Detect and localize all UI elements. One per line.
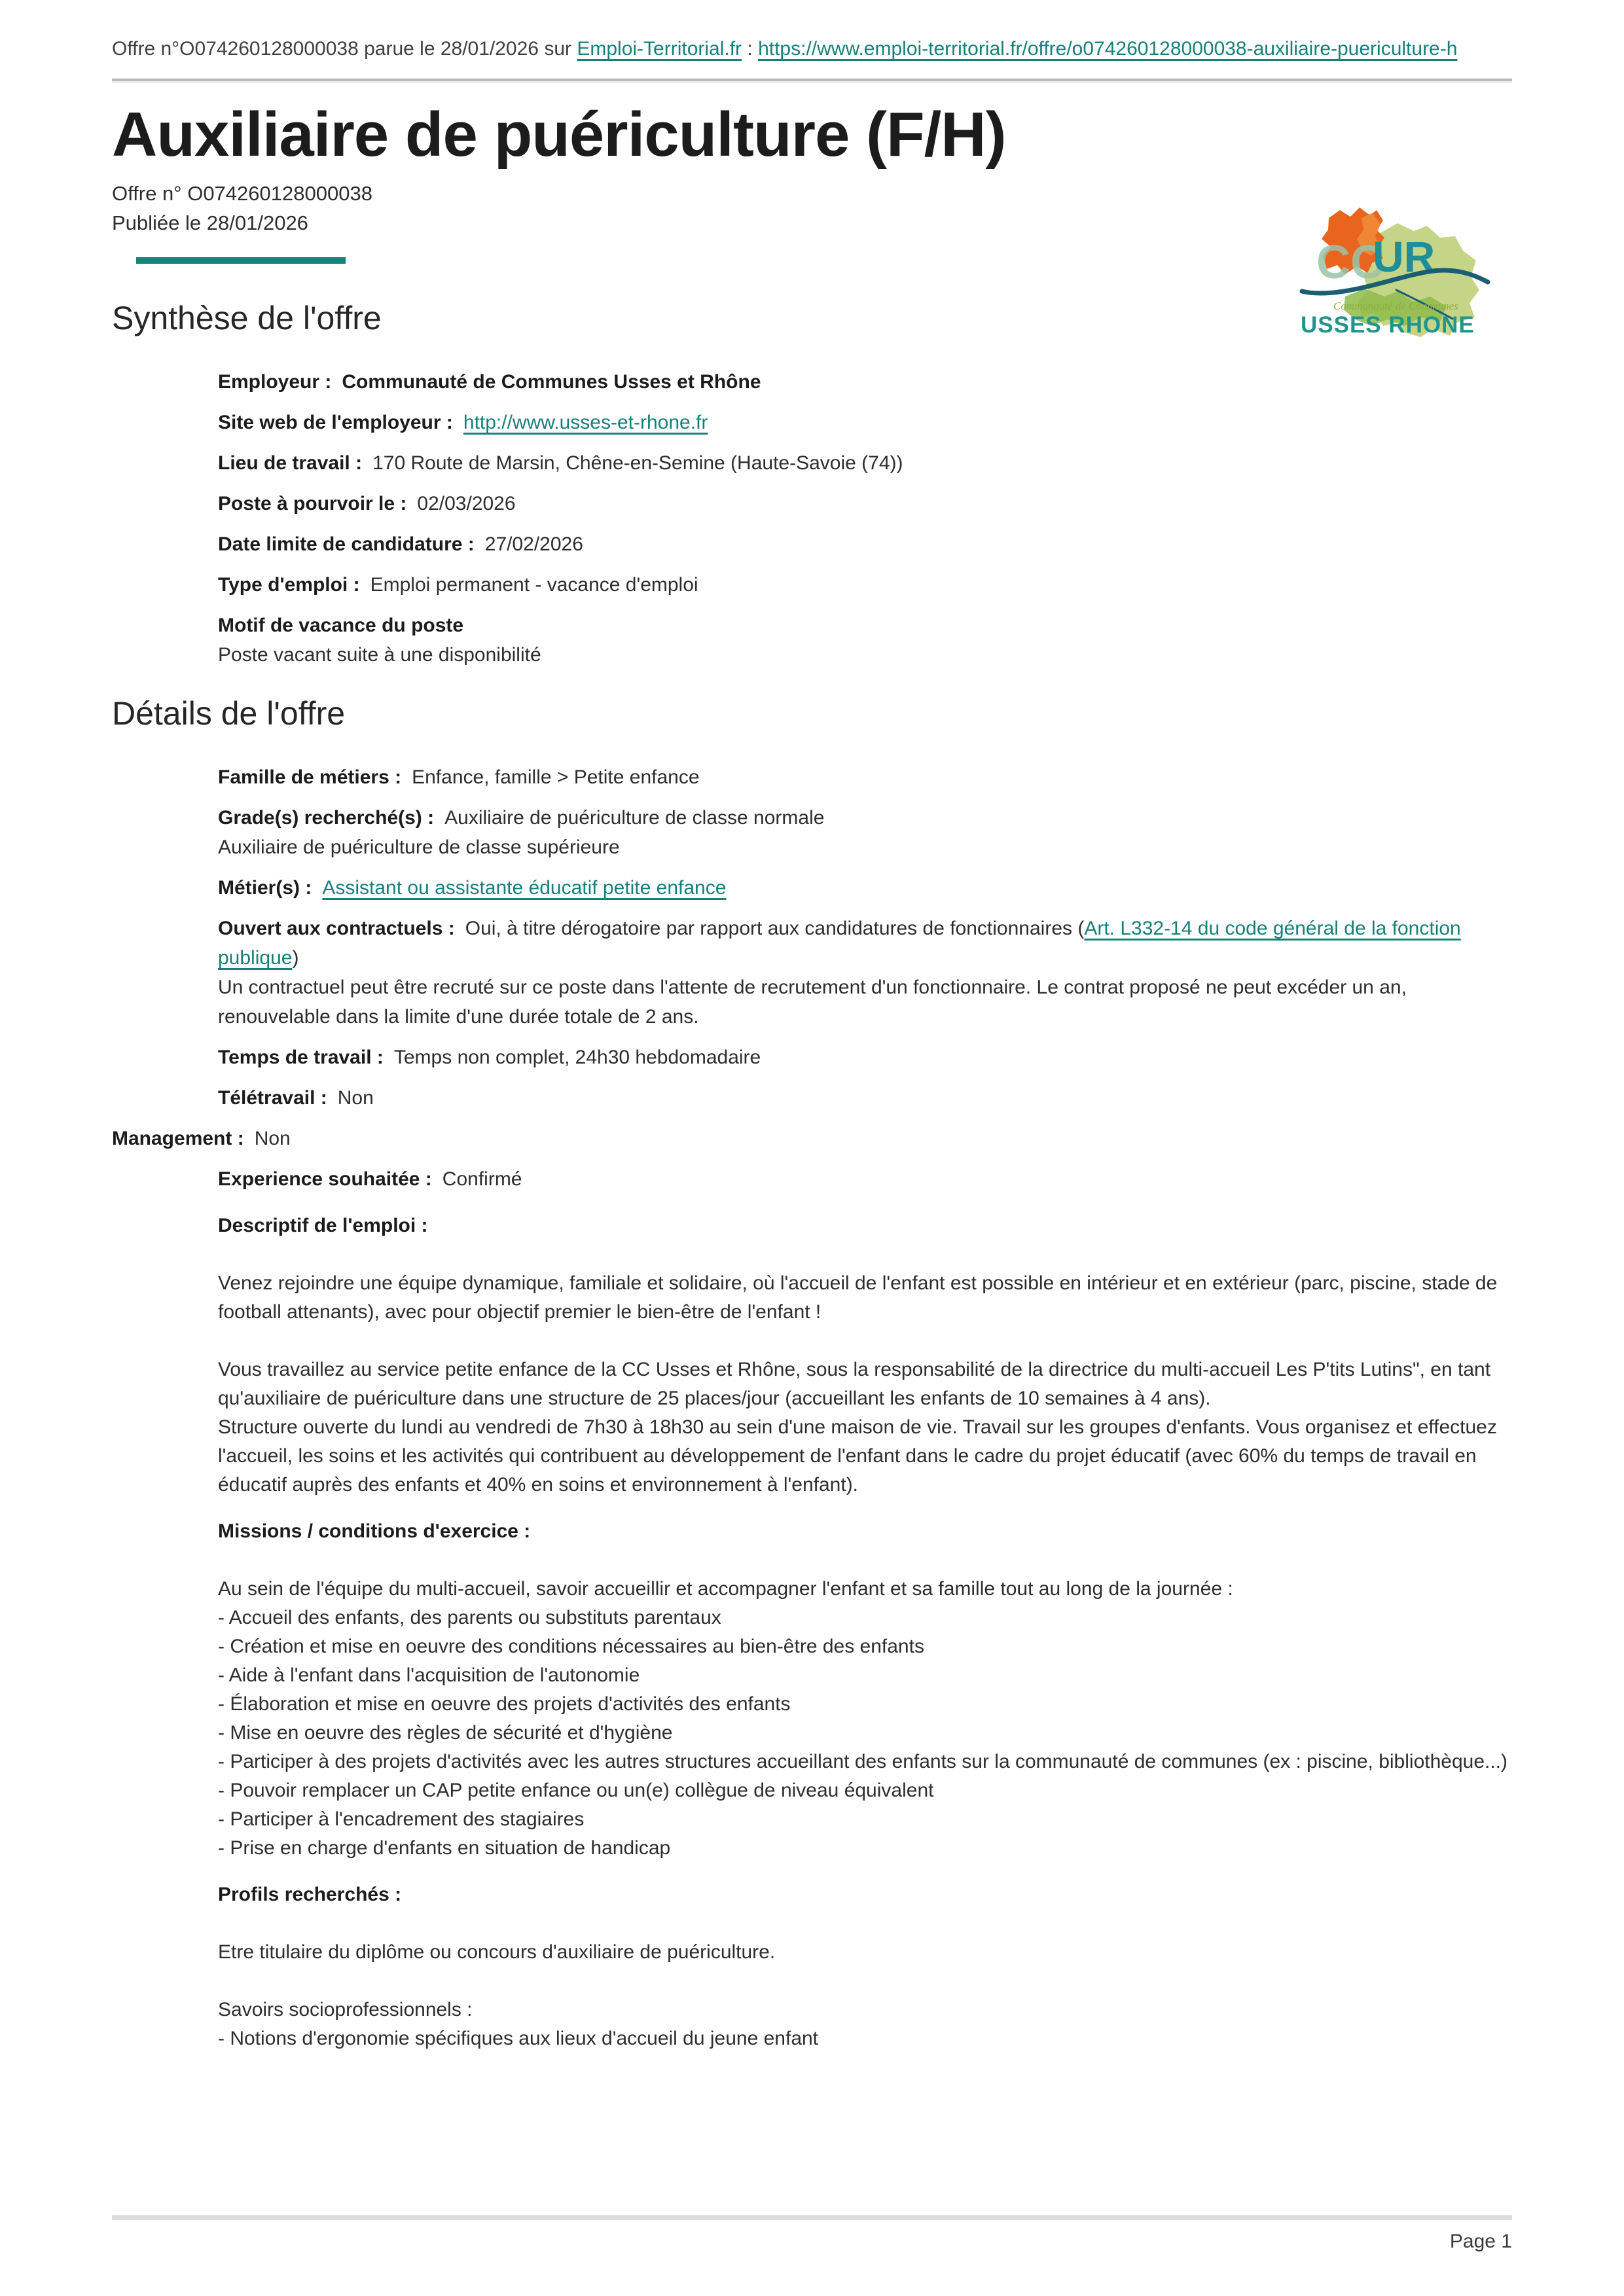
row-metier [218,873,1512,903]
row-lieu-travail [218,448,1512,478]
page-title: Auxiliaire de puériculture (F/H) [112,99,1006,170]
poste-label: Poste à pourvoir le : [218,493,407,514]
descriptif-paragraph-3: Structure ouverte du lundi au vendredi de 7h30 à 18h30 au sein d'une maison de vie. Travail sur les groupes d'enfants. Vous organisez et effectuez l'accueil, les soins et les activités qui contribuent au développement de l'enfant dans le cadre du projet éducatif (avec 60% du temps de travail en éducatif auprès des enfants et 40% en soins et environnement à l'enfant). [218,1416,1497,1496]
profils-text: Etre titulaire du diplôme ou concours d'auxiliaire de puériculture. [218,1941,776,1963]
mission-item: - Mise en oeuvre des règles de sécurité et d'hygiène [218,1722,673,1744]
emploi-territorial-link[interactable]: Emploi-Territorial.fr [577,38,742,60]
date-limite-value: 27/02/2026 [484,533,583,555]
row-experience [218,1164,1512,1194]
title-accent-bar [136,257,346,264]
synthese-heading: Synthèse de l'offre [112,300,382,336]
logo-ur-text: UR [1373,232,1435,281]
mission-item: - Pouvoir remplacer un CAP petite enfance ou un(e) collègue de niveau équivalent [218,1780,934,1801]
header-offer-line [112,29,1512,69]
logo-cc-text: CC [1316,236,1384,289]
mission-item: - Création et mise en oeuvre des conditions nécessaires au bien-être des enfants [218,1636,924,1657]
contractuels-label: Ouvert aux contractuels : [218,918,455,939]
temps-value: Temps non complet, 24h30 hebdomadaire [393,1047,761,1068]
management-label: Management : [112,1128,244,1149]
art-l332-14-link[interactable]: Art. L332-14 du code général de la fonction publique [218,918,1461,969]
mission-item: - Participer à des projets d'activités avec les autres structures accueillant des enfants sur la communauté de communes (ex : piscine, bibliothèque...) [218,1751,1508,1772]
motif-value: Poste vacant suite à une disponibilité [218,644,541,666]
employeur-label: Employeur : [218,371,332,393]
contractuels-note: Un contractuel peut être recruté sur ce poste dans l'attente de recrutement d'un fonctionnaire. Le contrat proposé ne peut excéder un an, renouvelable dans la limite d'une durée totale de 2 ans. [218,977,1407,1028]
synthese-section [112,367,1512,670]
row-temps-travail [218,1043,1512,1072]
row-management [112,1124,1512,1153]
row-type-emploi [218,570,1512,600]
management-value: Non [254,1128,291,1149]
page-number: Page 1 [1449,2231,1512,2252]
paragraph-spacer [218,1967,1512,1996]
type-emploi-value: Emploi permanent - vacance d'emploi [370,574,698,596]
missions-intro: Au sein de l'équipe du multi-accueil, savoir accueillir et accompagner l'enfant et sa famille tout au long de la journée : [218,1578,1233,1600]
profils-label: Profils recherchés : [218,1884,402,1905]
row-date-limite [218,529,1512,559]
logo-small-text: Communauté de Communes [1333,300,1458,312]
temps-label: Temps de travail : [218,1047,384,1068]
contractuels-value-after: ) [292,947,299,969]
teletravail-value: Non [337,1087,374,1109]
experience-value: Confirmé [442,1168,522,1190]
grades-value-2: Auxiliaire de puériculture de classe supérieure [218,836,620,858]
header-divider [112,79,1512,83]
mission-item: - Aide à l'enfant dans l'acquisition de l'autonomie [218,1664,640,1686]
row-site-web [218,408,1512,437]
poste-value: 02/03/2026 [417,493,516,514]
metier-link[interactable]: Assistant ou assistante éducatif petite enfance [322,877,727,899]
metier-label: Métier(s) : [218,877,312,899]
employer-website-link[interactable]: http://www.usses-et-rhone.fr [463,412,708,433]
row-grades [218,803,1512,862]
grades-value-1: Auxiliaire de puériculture de classe normale [444,807,825,829]
published-date: Publiée le 28/01/2026 [112,211,308,234]
motif-label: Motif de vacance du poste [218,615,464,636]
offer-number: Offre n° O074260128000038 [112,182,372,205]
row-teletravail [218,1083,1512,1113]
mission-item: - Élaboration et mise en oeuvre des projets d'activités des enfants [218,1693,791,1715]
teletravail-label: Télétravail : [218,1087,327,1109]
mission-item: - Accueil des enfants, des parents ou substituts parentaux [218,1607,721,1628]
row-employeur [218,367,1512,397]
grades-label: Grade(s) recherché(s) : [218,807,435,829]
employeur-value: Communauté de Communes Usses et Rhône [342,371,761,393]
savoirs-item: - Notions d'ergonomie spécifiques aux lieux d'accueil du jeune enfant [218,2028,819,2049]
site-web-label: Site web de l'employeur : [218,412,453,433]
contractuels-value-before: Oui, à titre dérogatoire par rapport aux candidatures de fonctionnaires ( [465,918,1085,939]
famille-value: Enfance, famille > Petite enfance [412,766,700,788]
row-motif-vacance [218,611,1512,670]
offer-url-link[interactable]: https://www.emploi-territorial.fr/offre/o074260128000038-auxiliaire-puericulture-h [758,38,1458,60]
lieu-value: 170 Route de Marsin, Chêne-en-Semine (Haute-Savoie (74)) [372,452,903,474]
header-prefix: Offre n°O074260128000038 parue le 28/01/2026 sur [112,38,577,60]
details-heading: Détails de l'offre [112,695,346,732]
descriptif-paragraph-2: Vous travaillez au service petite enfance de la CC Usses et Rhône, sous la responsabilité de la directrice du multi-accueil Les P'tits Lutins", en tant qu'auxiliaire de puériculture dans une structure de 25 places/jour (accueillant les enfants de 10 semaines à 4 ans). [218,1359,1491,1409]
row-poste-a-pourvoir [218,489,1512,518]
date-limite-label: Date limite de candidature : [218,533,475,555]
type-emploi-label: Type d'emploi : [218,574,360,596]
missions-label: Missions / conditions d'exercice : [218,1520,531,1542]
mission-item: - Prise en charge d'enfants en situation de handicap [218,1837,671,1859]
descriptif-paragraph-1: Venez rejoindre une équipe dynamique, familiale et solidaire, où l'accueil de l'enfant est possible en intérieur et en extérieur (parc, piscine, stade de football attenants), avec pour objectif premier le bien-être de l'enfant ! [218,1272,1498,1323]
footer-divider [112,2215,1512,2220]
logo-name-text: USSES RHONE [1301,312,1475,338]
paragraph-spacer [218,1327,1512,1355]
header-separator: : [742,38,759,60]
row-famille-metiers [218,762,1512,792]
experience-label: Experience souhaitée : [218,1168,432,1190]
lieu-label: Lieu de travail : [218,452,363,474]
details-section [112,762,1512,2053]
org-logo [1299,198,1490,342]
savoirs-title: Savoirs socioprofessionnels : [218,1999,473,2020]
famille-label: Famille de métiers : [218,766,402,788]
descriptif-label: Descriptif de l'emploi : [218,1215,428,1236]
mission-item: - Participer à l'encadrement des stagiaires [218,1808,585,1830]
row-ouvert-contractuels [218,914,1512,1031]
